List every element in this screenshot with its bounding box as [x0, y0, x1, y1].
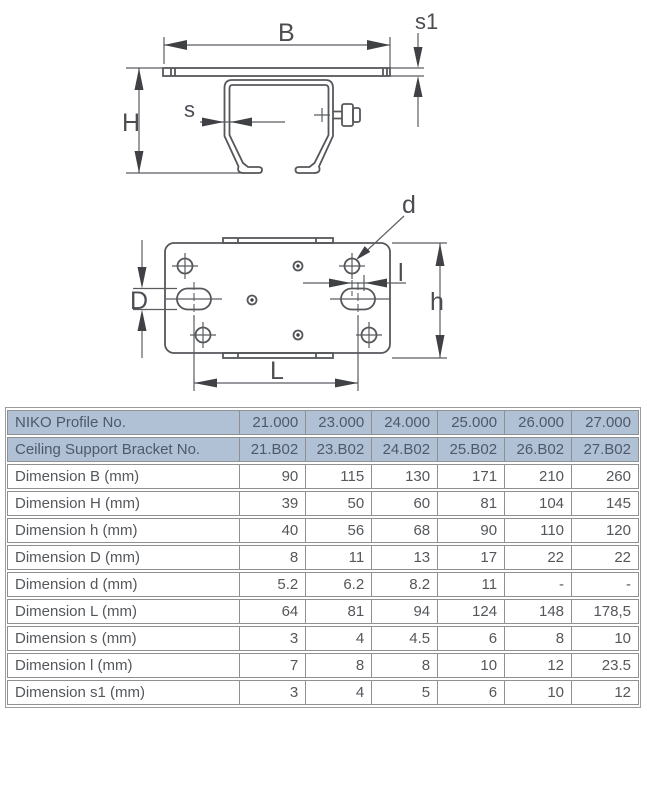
dim-label-l: l — [398, 259, 404, 287]
cell: 39 — [240, 491, 306, 516]
row-label: Ceiling Support Bracket No. — [7, 437, 240, 462]
cell: 130 — [372, 464, 438, 489]
cell: 4 — [306, 680, 372, 705]
table-row-dim-s — [7, 626, 639, 651]
cell: 120 — [572, 518, 639, 543]
cell: 26.000 — [505, 410, 572, 435]
cell: 8.2 — [372, 572, 438, 597]
cell: 25.B02 — [438, 437, 505, 462]
cell: 8 — [505, 626, 572, 651]
cell: 27.B02 — [572, 437, 639, 462]
cell: 11 — [438, 572, 505, 597]
cell: 8 — [372, 653, 438, 678]
cell: 3 — [240, 680, 306, 705]
cell: 260 — [572, 464, 639, 489]
table-row-dim-L — [7, 599, 639, 624]
cell: 5 — [372, 680, 438, 705]
dim-B-line — [164, 37, 390, 67]
cell: 6 — [438, 680, 505, 705]
table-row-profile-no — [7, 410, 639, 435]
cell: 25.000 — [438, 410, 505, 435]
dim-label-s1: s1 — [415, 9, 439, 34]
cell: 90 — [240, 464, 306, 489]
cell: - — [505, 572, 572, 597]
cell: 24.B02 — [372, 437, 438, 462]
cell: 17 — [438, 545, 505, 570]
cell: 5.2 — [240, 572, 306, 597]
table-row-dim-h — [7, 518, 639, 543]
row-label: Dimension L (mm) — [7, 599, 240, 624]
cell: 64 — [240, 599, 306, 624]
cell: 110 — [505, 518, 572, 543]
cell: 12 — [505, 653, 572, 678]
cell: 4.5 — [372, 626, 438, 651]
cell: 12 — [572, 680, 639, 705]
cell: 40 — [240, 518, 306, 543]
spec-table-wrap — [5, 407, 641, 708]
cell: 10 — [505, 680, 572, 705]
row-label: NIKO Profile No. — [7, 410, 240, 435]
row-label: Dimension d (mm) — [7, 572, 240, 597]
cell: 6.2 — [306, 572, 372, 597]
table-row-dim-H — [7, 491, 639, 516]
clamping-bolt — [314, 104, 360, 126]
bracket-plate-side — [163, 68, 390, 76]
cell: 124 — [438, 599, 505, 624]
top-view — [130, 191, 447, 391]
dim-label-h: h — [430, 288, 444, 316]
cell: 21.000 — [240, 410, 306, 435]
table-row-dim-d — [7, 572, 639, 597]
cell: 115 — [306, 464, 372, 489]
cell: 23.5 — [572, 653, 639, 678]
cell: 145 — [572, 491, 639, 516]
front-view — [122, 9, 438, 173]
row-label: Dimension H (mm) — [7, 491, 240, 516]
slotted-holes — [166, 282, 390, 316]
cell: 178,5 — [572, 599, 639, 624]
table-row-bracket-no — [7, 437, 639, 462]
row-label: Dimension h (mm) — [7, 518, 240, 543]
cell: 50 — [306, 491, 372, 516]
cell: - — [572, 572, 639, 597]
cell: 81 — [438, 491, 505, 516]
rivet-holes — [248, 262, 303, 340]
cell: 26.B02 — [505, 437, 572, 462]
table-row-dim-D — [7, 545, 639, 570]
cell: 11 — [306, 545, 372, 570]
cell: 27.000 — [572, 410, 639, 435]
dim-label-L: L — [270, 357, 284, 385]
cell: 23.000 — [306, 410, 372, 435]
cell: 104 — [505, 491, 572, 516]
cell: 22 — [572, 545, 639, 570]
cell: 171 — [438, 464, 505, 489]
table-row-dim-B — [7, 464, 639, 489]
cell: 210 — [505, 464, 572, 489]
dim-label-s: s — [184, 97, 195, 122]
row-label: Dimension B (mm) — [7, 464, 240, 489]
dim-label-H: H — [122, 109, 141, 137]
cell: 4 — [306, 626, 372, 651]
row-label: Dimension D (mm) — [7, 545, 240, 570]
cell: 56 — [306, 518, 372, 543]
cell: 148 — [505, 599, 572, 624]
cell: 10 — [572, 626, 639, 651]
table-row-dim-l — [7, 653, 639, 678]
dim-label-B: B — [278, 19, 295, 47]
cell: 8 — [306, 653, 372, 678]
screw-holes — [172, 253, 382, 348]
dim-label-d: d — [402, 191, 416, 219]
cell: 8 — [240, 545, 306, 570]
cell: 22 — [505, 545, 572, 570]
cell: 3 — [240, 626, 306, 651]
cell: 21.B02 — [240, 437, 306, 462]
cell: 6 — [438, 626, 505, 651]
table-row-dim-s1 — [7, 680, 639, 705]
c-profile-section — [225, 80, 334, 173]
cell: 10 — [438, 653, 505, 678]
cell: 68 — [372, 518, 438, 543]
cell: 23.B02 — [306, 437, 372, 462]
row-label: Dimension s (mm) — [7, 626, 240, 651]
dim-label-D: D — [130, 287, 149, 315]
row-label: Dimension s1 (mm) — [7, 680, 240, 705]
cell: 94 — [372, 599, 438, 624]
cell: 13 — [372, 545, 438, 570]
row-label: Dimension l (mm) — [7, 653, 240, 678]
cell: 60 — [372, 491, 438, 516]
cell: 90 — [438, 518, 505, 543]
cell: 7 — [240, 653, 306, 678]
spec-table — [7, 408, 639, 707]
cell: 24.000 — [372, 410, 438, 435]
cell: 81 — [306, 599, 372, 624]
